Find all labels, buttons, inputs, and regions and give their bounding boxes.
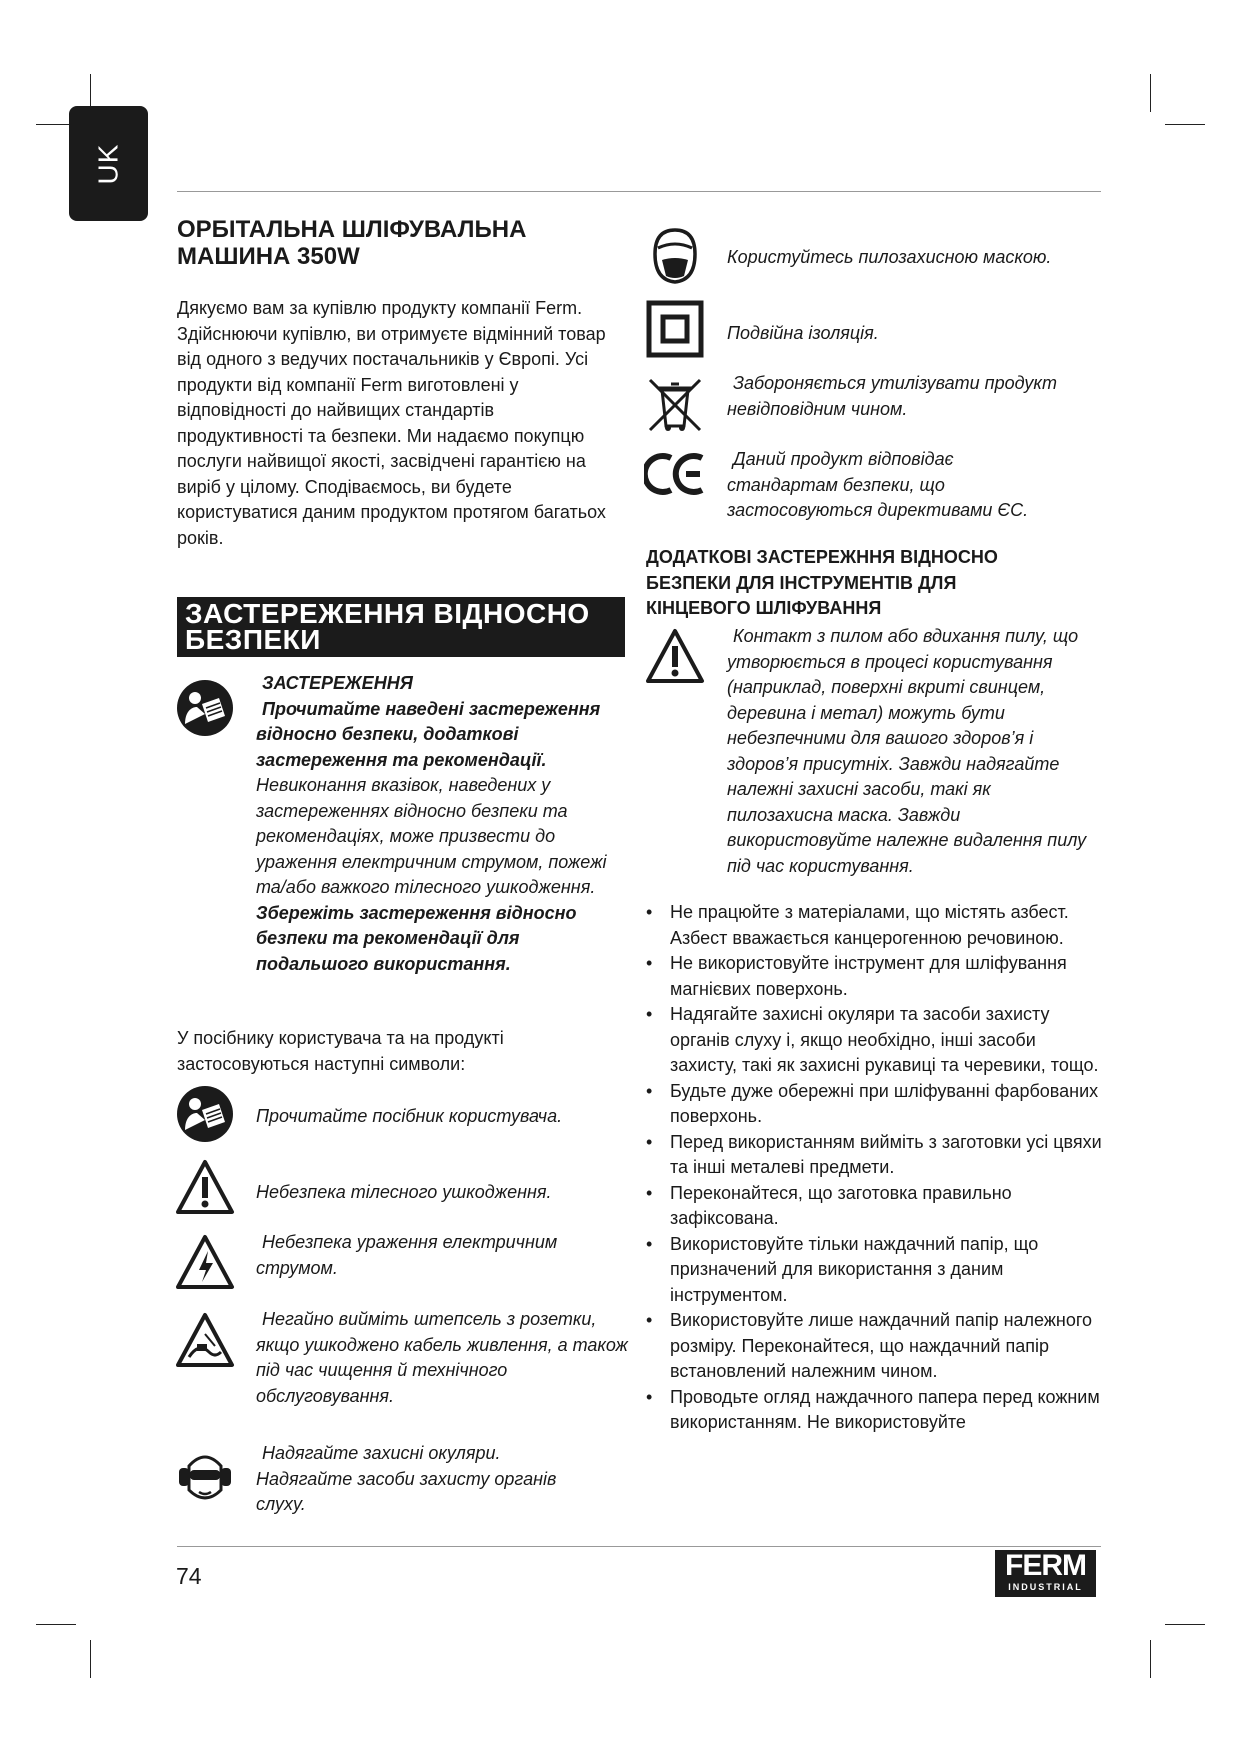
crop-mark — [1165, 1624, 1205, 1625]
symbols-intro: У посібнику користувача та на продукті застосовуються наступні символи: — [177, 1028, 504, 1074]
dust-warning-text: Контакт з пилом або вдихання пилу, що утворюється в процесі користування (наприклад, поверхні вкриті свинцем, деревина і метал) можуть бути небезпечними для вашого здоров’я і здоров’я присутніх. Завжди надягайте належні захисні засоби, такі як пилозахисна маска. Завжди використовуйте належне видалення пилу під час користування. — [727, 626, 1087, 876]
manual-icon — [175, 678, 235, 738]
warning-triangle-icon — [175, 1159, 235, 1215]
symbol-text-weee: Забороняється утилізувати продукт невідповідним чином. — [727, 373, 1058, 419]
symbol-text-insulation: Подвійна ізоляція. — [727, 323, 879, 343]
crop-mark — [1150, 74, 1151, 112]
ferm-logo — [995, 1550, 1096, 1597]
right-bullets — [646, 900, 1102, 1436]
warning-keep: Збережіть застереження відносно безпеки та рекомендації для подальшого використання. — [256, 902, 577, 974]
safety-banner: ЗАСТЕРЕЖЕННЯ ВІДНОСНО БЕЗПЕКИ — [177, 597, 625, 657]
list-item: • Проводьте огляд наждачного папера перед кожним використанням. Не використовуйте — [646, 1385, 1102, 1436]
top-rule — [177, 191, 1101, 192]
crop-mark — [1150, 1640, 1151, 1678]
list-item: • Використовуйте лише наждачний папір належного розміру. Переконайтеся, що наждачний папір встановлений належним чином. — [646, 1308, 1102, 1385]
unplug-icon — [175, 1312, 235, 1368]
bottom-rule — [177, 1546, 1101, 1547]
list-item: • Надягайте захисні окуляри та засоби захисту органів слуху і, якщо необхідно, інші засоби захисту, такі як захисні рукавиці та черевики, тощо. — [646, 1002, 1102, 1079]
warning-title: ЗАСТЕРЕЖЕННЯ — [262, 673, 413, 693]
goggles-ear-protection-icon — [175, 1446, 235, 1508]
symbol-text-manual: Прочитайте посібник користувача. — [256, 1106, 563, 1126]
bullet-list — [646, 900, 1102, 1436]
double-insulation-icon — [646, 300, 704, 358]
warning-bold: Прочитайте наведені застереження відносно безпеки, додаткові застереження та рекомендації. — [256, 698, 601, 770]
crop-mark — [1165, 124, 1205, 125]
dust-mask-icon — [646, 226, 704, 286]
warning-text: Невиконання вказівок, наведених у застереженнях відносно безпеки та рекомендаціях, може призвести до ураження електричним струмом, пожежі та/або важкого тілесного ушкодження. — [256, 775, 607, 897]
language-tab — [69, 106, 148, 221]
list-item: • Не використовуйте інструмент для шліфування магнієвих поверхонь. — [646, 951, 1102, 1002]
manual-icon — [175, 1084, 235, 1144]
list-item: • Перед використанням вийміть з заготовки усі цвяхи та інші металеві предмети. — [646, 1130, 1102, 1181]
section-title: ДОДАТКОВІ ЗАСТЕРЕЖННЯ ВІДНОСНО БЕЗПЕКИ ДЛЯ ІНСТРУМЕНТІВ ДЛЯ КІНЦЕВОГО ШЛІФУВАННЯ — [646, 547, 998, 618]
logo-name: FERM — [1005, 1549, 1086, 1582]
page-title: ОРБІТАЛЬНА ШЛІФУВАЛЬНА МАШИНА 350W — [177, 216, 527, 270]
language-code: UK — [92, 143, 124, 184]
electric-shock-icon — [175, 1234, 235, 1290]
crop-mark — [36, 1624, 76, 1625]
warning-block — [256, 671, 636, 977]
symbol-text-unplug: Негайно вийміть штепсель з розетки, якщо ушкоджено кабель живлення, а також під час чищення й технічного обслуговування. — [256, 1309, 628, 1406]
list-item: • Використовуйте тільки наждачний папір, що призначений для використання з даним інструментом. — [646, 1232, 1102, 1309]
page-number: 74 — [176, 1563, 202, 1589]
symbol-text-electric: Небезпека ураження електричним струмом. — [256, 1232, 558, 1278]
list-item: • Переконайтеся, що заготовка правильно зафіксована. — [646, 1181, 1102, 1232]
left-column — [177, 216, 625, 657]
symbol-text-goggles: Надягайте захисні окуляри. Надягайте засоби захисту органів слуху. — [256, 1443, 557, 1514]
symbol-text-dust-mask: Користуйтесь пилозахисною маскою. — [727, 247, 1052, 267]
warning-triangle-icon — [645, 628, 705, 684]
symbol-text-injury: Небезпека тілесного ушкодження. — [256, 1182, 552, 1202]
logo-sub: INDUSTRIAL — [1008, 1582, 1083, 1592]
crop-mark — [90, 1640, 91, 1678]
right-section — [646, 545, 1102, 622]
symbol-text-ce: Даний продукт відповідає стандартам безпеки, що застосовуються директивами ЄС. — [727, 449, 1029, 520]
intro-paragraph: Дякуємо вам за купівлю продукту компанії Ferm. Здійснюючи купівлю, ви отримуєте відмінний товар від одного з ведучих постачальників у Європі. Усі продукти від компанії Ferm виготовлені у відповідності до найвищих стандартів продуктивності та безпеки. Ми надаємо покупцю послуги найвищої якості, засвідчені гарантією на виріб у цілому. Сподіваємось, ви будете користуватися даним продуктом протягом багатьох років. — [177, 298, 606, 548]
list-item: • Будьте дуже обережні при шліфуванні фарбованих поверхонь. — [646, 1079, 1102, 1130]
weee-bin-icon — [646, 376, 704, 434]
list-item: • Не працюйте з матеріалами, що містять азбест. Азбест вважається канцерогенною речовиною. — [646, 900, 1102, 951]
ce-mark-icon — [644, 450, 706, 498]
